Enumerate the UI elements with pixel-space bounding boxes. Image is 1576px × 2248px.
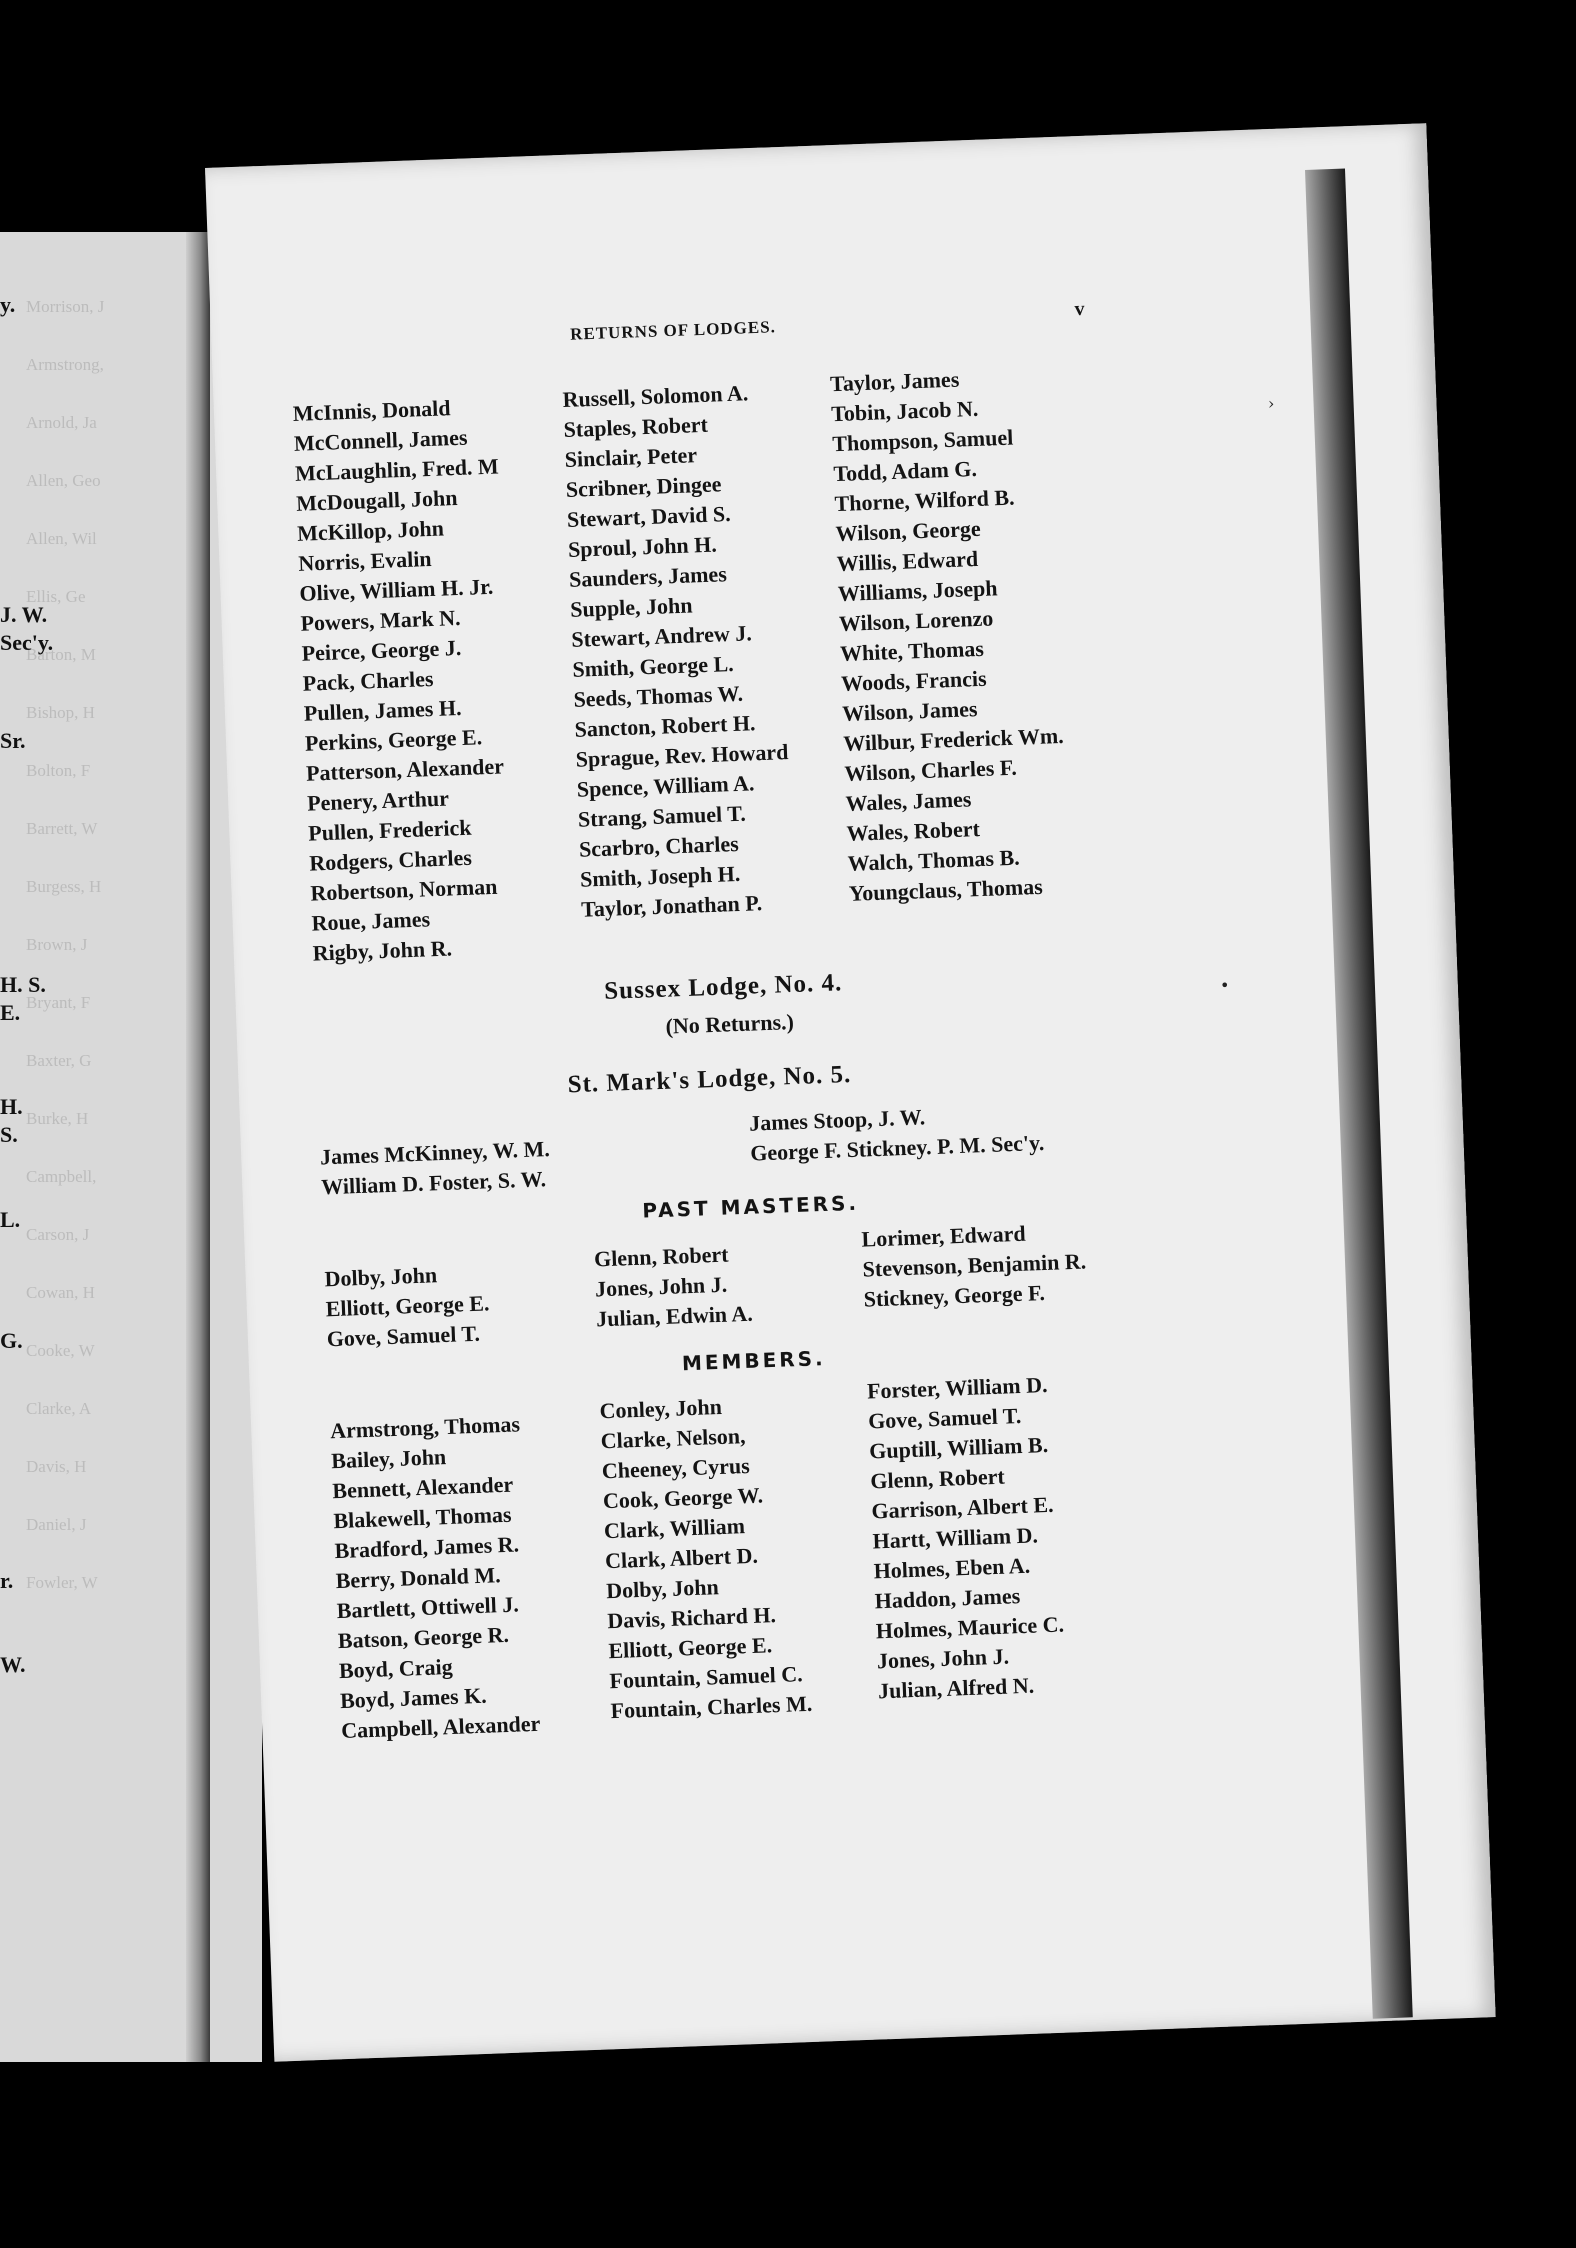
facing-page-fragment: H. (0, 1094, 23, 1119)
running-head: RETURNS OF LODGES. (569, 317, 777, 344)
name-entry: White, Thomas (839, 635, 985, 667)
faded-line: Allen, Wil (26, 529, 97, 548)
name-entry: Willis, Edward (836, 545, 979, 577)
name-entry: Stickney, George F. (863, 1279, 1046, 1312)
faded-line: Bolton, F (26, 761, 91, 780)
name-entry: Sprague, Rev. Howard (575, 739, 789, 772)
name-entry: Wilson, James (841, 696, 978, 727)
facing-page-fragment: E. (0, 1000, 21, 1025)
name-entry: Stevenson, Benjamin R. (862, 1248, 1087, 1282)
name-entry: Saunders, James (568, 561, 728, 592)
name-entry: Walch, Thomas B. (847, 844, 1021, 876)
faded-line: Morrison, J (26, 297, 105, 316)
name-entry: Julian, Edwin A. (595, 1300, 754, 1332)
name-entry: James McKinney, W. M. (319, 1136, 551, 1170)
name-entry: Wilbur, Frederick Wm. (842, 722, 1065, 756)
name-entry: Sproul, John H. (567, 531, 718, 562)
name-entry: Olive, William H. Jr. (299, 573, 494, 606)
name-entry: Elliott, George E. (607, 1632, 773, 1664)
name-entry: Pullen, James H. (303, 694, 462, 726)
lodge3-col-2 (562, 375, 851, 958)
facing-page-fragment: G. (0, 1328, 23, 1353)
facing-page-fragment: r. (0, 1568, 14, 1593)
facing-page-fragment: Sr. (0, 728, 26, 753)
name-entry: Fountain, Charles M. (610, 1690, 813, 1724)
name-entry: Hartt, William D. (872, 1522, 1039, 1554)
past-masters-col-1 (324, 1254, 597, 1354)
name-entry: James Stoop, J. W. (748, 1104, 926, 1136)
name-entry: Garrison, Albert E. (871, 1491, 1054, 1524)
faded-line: Barton, M (26, 645, 96, 664)
name-entry: McConnell, James (293, 424, 468, 456)
name-entry: Thorne, Wilford B. (834, 484, 1015, 517)
name-entry: Davis, Richard H. (606, 1602, 777, 1634)
faded-line: Ellis, Ge (26, 587, 86, 606)
faded-line: Davis, H (26, 1457, 87, 1476)
name-entry: Stewart, David S. (566, 500, 732, 532)
name-entry: Jones, John J. (876, 1643, 1010, 1674)
name-entry: Boyd, James K. (339, 1682, 488, 1714)
name-entry: Holmes, Eben A. (873, 1552, 1031, 1584)
name-entry: Dolby, John (605, 1574, 720, 1604)
name-entry: Youngclaus, Thomas (848, 873, 1044, 906)
ink-mark: › (1268, 394, 1275, 413)
name-entry: Glenn, Robert (869, 1463, 1006, 1494)
stmarks-lodge-title: St. Mark's Lodge, No. 5. (567, 1060, 852, 1099)
past-masters-heading: PAST MASTERS. (641, 1190, 860, 1223)
name-entry: Forster, William D. (866, 1371, 1048, 1404)
name-entry: Wales, Robert (846, 816, 981, 846)
name-entry: Cheeney, Cyrus (601, 1452, 751, 1484)
name-entry: Fountain, Samuel C. (609, 1661, 804, 1694)
facing-page-fragment: Sec'y. (0, 630, 54, 655)
name-entry: Tobin, Jacob N. (830, 395, 979, 427)
faded-line: Cowan, H (26, 1283, 95, 1302)
name-entry: Glenn, Robert (593, 1241, 729, 1272)
name-entry: Powers, Mark N. (300, 604, 462, 636)
name-entry: Williams, Joseph (837, 575, 998, 607)
name-entry: Campbell, Alexander (340, 1710, 541, 1744)
name-entry: Bennett, Alexander (331, 1471, 514, 1504)
name-entry: Wilson, George (835, 515, 982, 547)
name-entry: Elliott, George E. (325, 1290, 490, 1322)
faded-line: Barrett, W (26, 819, 98, 838)
name-entry: Sinclair, Peter (564, 442, 698, 473)
name-entry: Penery, Arthur (306, 785, 450, 816)
past-masters-col-3 (861, 1214, 1165, 1335)
name-entry: Batson, George R. (337, 1621, 510, 1654)
facing-page-fragment: L. (0, 1207, 21, 1232)
faded-line: Burgess, H (26, 877, 102, 896)
name-entry: Peirce, George J. (301, 634, 462, 666)
name-entry: Haddon, James (874, 1583, 1021, 1614)
name-entry: Seeds, Thomas W. (573, 680, 744, 712)
name-entry: Taylor, James (829, 366, 960, 397)
name-entry: William D. Foster, S. W. (320, 1166, 547, 1200)
stmarks-members-list (329, 1371, 1179, 1746)
name-entry: Lorimer, Edward (861, 1220, 1027, 1252)
name-entry: McLaughlin, Fred. M (294, 453, 500, 486)
name-entry: Strang, Samuel T. (577, 800, 747, 832)
ink-dot: • (1220, 976, 1230, 995)
name-entry: Stewart, Andrew J. (570, 620, 753, 652)
name-entry: Supple, John (569, 592, 693, 622)
name-entry: Scribner, Dingee (565, 471, 722, 502)
name-entry: Spence, William A. (576, 770, 755, 802)
name-entry: Norris, Evalin (297, 545, 432, 576)
name-entry: Bartlett, Ottiwell J. (336, 1591, 520, 1624)
faded-line: Clarke, A (26, 1399, 92, 1418)
name-entry: Gove, Samuel T. (867, 1402, 1022, 1434)
faded-line: Burke, H (26, 1109, 89, 1128)
name-entry: Smith, Joseph H. (579, 860, 741, 892)
facing-page-fragment: J. W. (0, 602, 48, 627)
name-entry: Blakewell, Thomas (333, 1501, 512, 1534)
members-col-1 (330, 1406, 612, 1746)
name-entry: Smith, George L. (571, 650, 735, 682)
name-entry: Perkins, George E. (304, 724, 483, 756)
name-entry: George F. Stickney. P. M. Sec'y. (749, 1129, 1045, 1166)
name-entry: Clark, Albert D. (604, 1542, 759, 1574)
name-entry: Bradford, James R. (334, 1531, 520, 1564)
name-entry: Taylor, Jonathan P. (580, 890, 763, 922)
past-masters-col-2 (594, 1235, 865, 1345)
name-entry: Cook, George W. (602, 1482, 764, 1514)
name-entry: Rigby, John R. (312, 935, 453, 966)
name-entry: Patterson, Alexander (305, 753, 505, 786)
name-entry: Dolby, John (324, 1262, 438, 1292)
faded-line: Bishop, H (26, 703, 95, 722)
facing-page-fragment: H. S. (0, 972, 46, 997)
name-entry: Woods, Francis (840, 665, 987, 697)
name-entry: Pack, Charles (302, 665, 434, 696)
name-entry: Todd, Adam G. (832, 455, 978, 487)
sussex-no-returns-note: (No Returns.) (665, 1009, 795, 1039)
book-gutter (186, 232, 210, 2062)
name-entry: Thompson, Samuel (831, 424, 1014, 457)
name-entry: Rodgers, Charles (308, 844, 473, 876)
facing-page-fragment: S. (0, 1122, 18, 1147)
faded-line: Fowler, W (26, 1573, 98, 1592)
name-entry: Scarbro, Charles (578, 830, 740, 862)
name-entry: McDougall, John (295, 484, 458, 516)
name-entry: Wilson, Charles F. (843, 754, 1018, 786)
name-entry: Wilson, Lorenzo (838, 605, 994, 637)
lodge3-member-list (292, 368, 1150, 968)
facing-page-fragment: y. (0, 292, 16, 317)
faded-line: Arnold, Ja (26, 413, 97, 432)
name-entry: McInnis, Donald (292, 395, 451, 426)
members-heading: MEMBERS. (681, 1346, 827, 1376)
faded-line: Baxter, G (26, 1051, 92, 1070)
members-col-3 (867, 1366, 1180, 1727)
name-entry: Guptill, William B. (868, 1431, 1049, 1464)
faded-line: Brown, J (26, 935, 88, 954)
facing-page-fragment: W. (0, 1652, 26, 1677)
name-entry: Robertson, Norman (310, 873, 498, 906)
name-entry: Armstrong, Thomas (329, 1411, 521, 1444)
name-entry: Sancton, Robert H. (574, 710, 756, 742)
lodge3-col-3 (830, 358, 1151, 949)
faded-line: Daniel, J (26, 1515, 87, 1534)
stmarks-officers-right (749, 1095, 1132, 1187)
faded-line: Carson, J (26, 1225, 90, 1244)
name-entry: Julian, Alfred N. (877, 1672, 1035, 1704)
name-entry: Pullen, Frederick (307, 814, 472, 846)
faded-line: Allen, Geo (26, 471, 101, 490)
name-entry: Wales, James (845, 786, 972, 816)
page-number: v (1074, 297, 1085, 321)
name-entry: Holmes, Maurice C. (875, 1611, 1065, 1644)
name-entry: Gove, Samuel T. (326, 1320, 481, 1352)
members-col-2 (599, 1387, 879, 1737)
sussex-lodge-title: Sussex Lodge, No. 4. (603, 969, 843, 1005)
faded-line: Bryant, F (26, 993, 91, 1012)
faded-line: Campbell, (26, 1167, 97, 1186)
name-entry: Jones, John J. (594, 1271, 728, 1302)
name-entry: Berry, Donald M. (335, 1562, 502, 1594)
name-entry: Staples, Robert (563, 411, 709, 443)
lodge3-col-1 (292, 389, 583, 969)
name-entry: Clark, William (603, 1513, 746, 1544)
name-entry: Boyd, Craig (338, 1653, 454, 1684)
name-entry: Clarke, Nelson, (600, 1423, 746, 1454)
name-entry: Bailey, John (330, 1444, 447, 1474)
name-entry: Russell, Solomon A. (562, 380, 749, 413)
name-entry: Roue, James (311, 906, 431, 936)
faded-line: Cooke, W (26, 1341, 95, 1360)
faded-line: Armstrong, (26, 355, 104, 374)
name-entry: McKillop, John (296, 515, 445, 546)
name-entry: Conley, John (599, 1393, 723, 1424)
